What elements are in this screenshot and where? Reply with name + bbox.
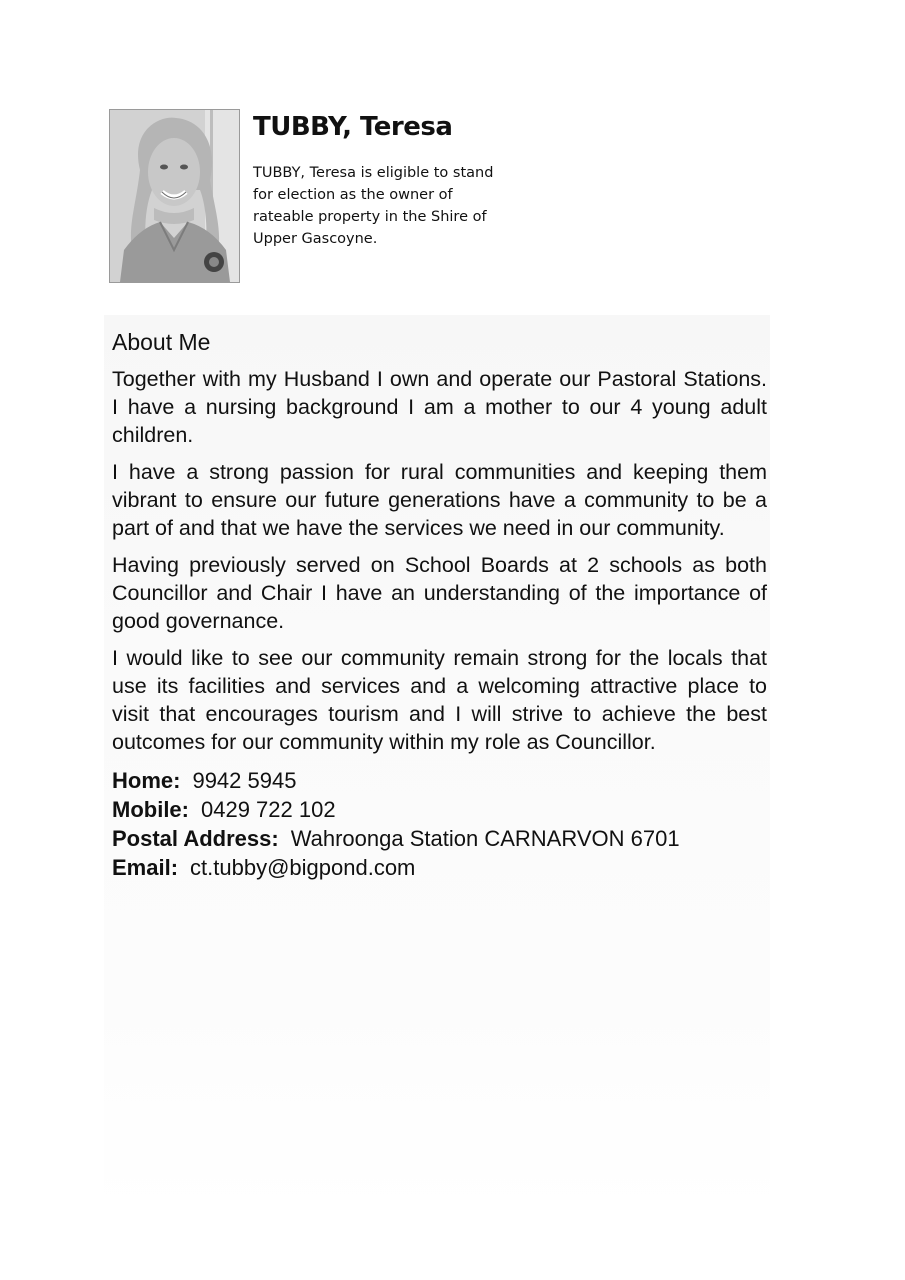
candidate-photo <box>109 109 240 283</box>
email-label: Email: <box>112 855 179 880</box>
about-paragraph: I have a strong passion for rural communities and keeping them vibrant to ensure our future generations have a community to be a part of and that we have the services we need in our community. <box>112 460 767 540</box>
about-paragraph: I would like to see our community remain strong for the locals that use its facilities and services and a welcoming attractive place to visit that encourages tourism and I will strive to achieve the best outcomes for our community within my role as Councillor. <box>112 646 767 754</box>
mobile-label: Mobile: <box>112 797 189 822</box>
mobile-phone: 0429 722 102 <box>201 797 336 822</box>
postal-address: Wahroonga Station CARNARVON 6701 <box>290 826 680 851</box>
candidate-name: TUBBY, Teresa <box>253 112 453 142</box>
about-heading: About Me <box>112 329 211 355</box>
about-paragraph: Having previously served on School Boards at 2 schools as both Councillor and Chair I have an understanding of the importance of good governance. <box>112 553 767 633</box>
postal-label: Postal Address: <box>112 826 279 851</box>
contact-details <box>112 766 767 882</box>
contact-email <box>112 853 767 882</box>
about-paragraph: Together with my Husband I own and operate our Pastoral Stations. I have a nursing background I am a mother to our 4 young adult children. <box>112 367 767 447</box>
contact-home <box>112 766 767 795</box>
home-label: Home: <box>112 768 181 793</box>
email-address: ct.tubby@bigpond.com <box>190 855 416 880</box>
contact-postal <box>112 824 767 853</box>
contact-mobile <box>112 795 767 824</box>
profile-content <box>112 327 767 882</box>
home-phone: 9942 5945 <box>192 768 297 793</box>
eligibility-statement: TUBBY, Teresa is eligible to stand for election as the owner of rateable property in the Shire of Upper Gascoyne. <box>253 165 494 247</box>
